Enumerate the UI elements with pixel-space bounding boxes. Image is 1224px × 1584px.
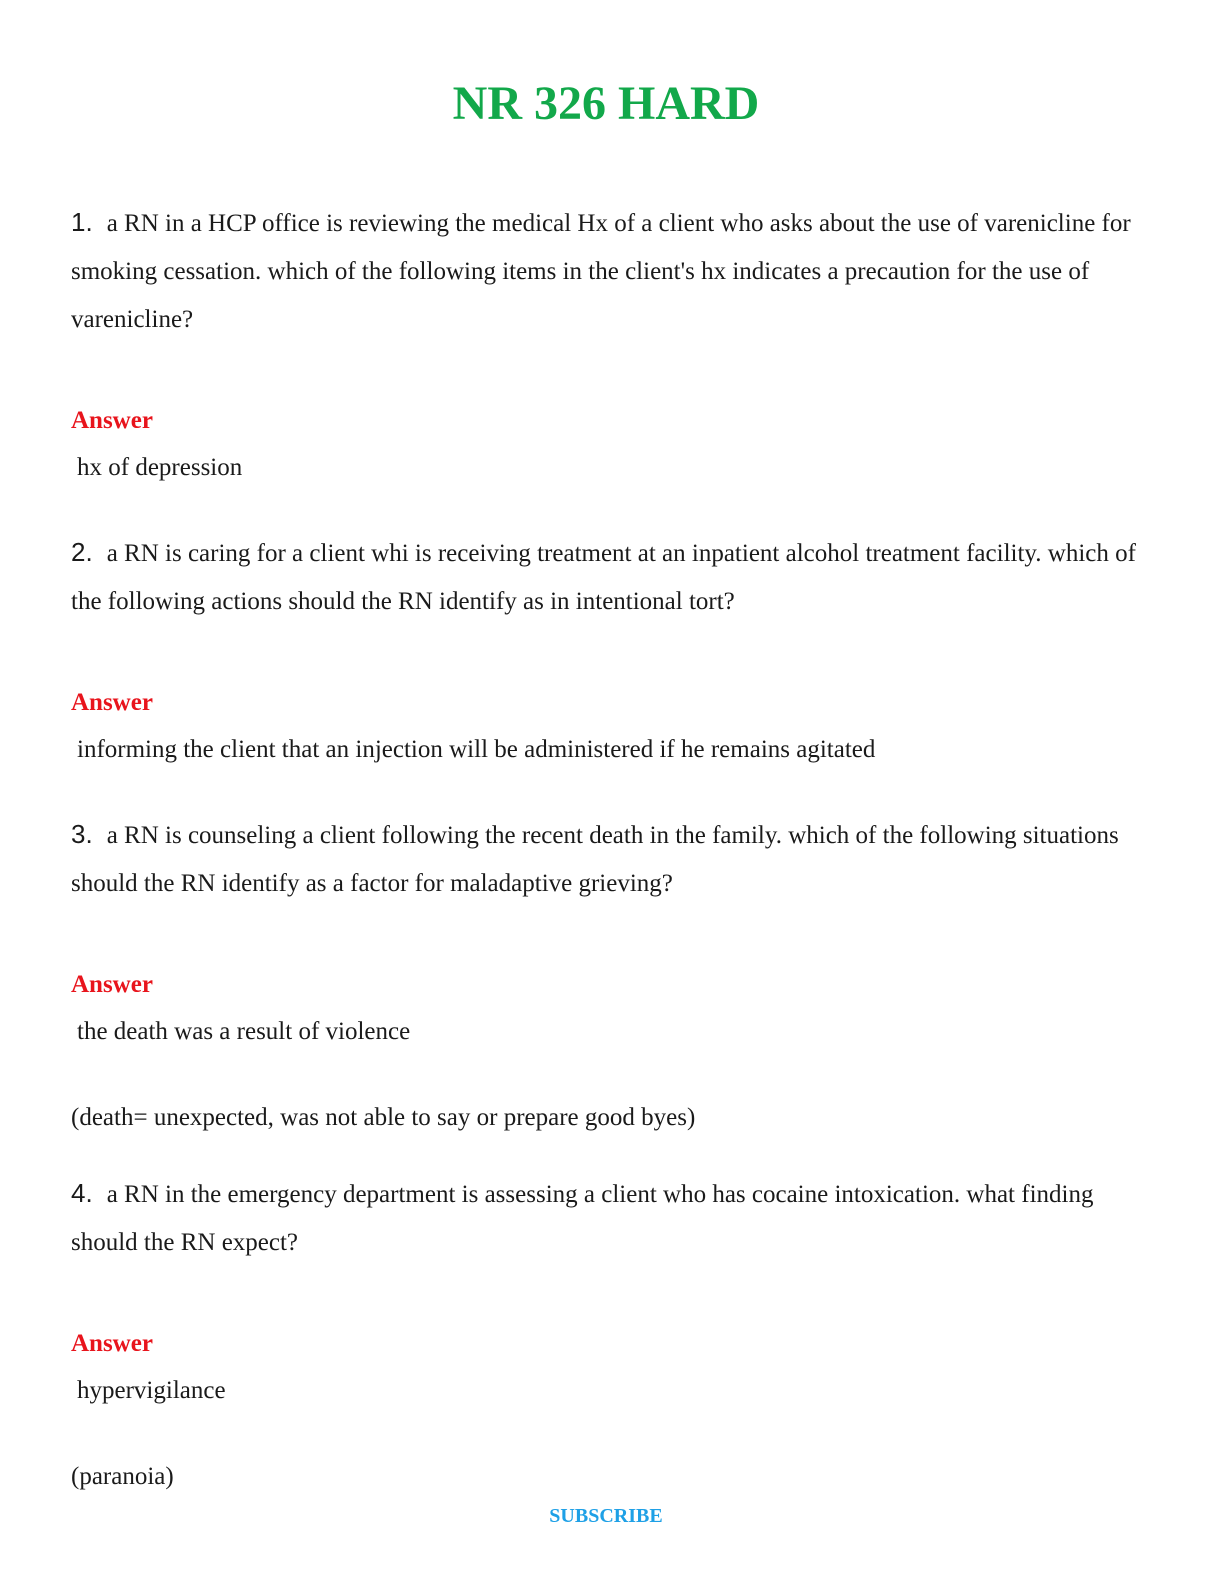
- question-list: [71, 198, 1141, 1492]
- page-title: NR 326 HARD: [452, 77, 760, 130]
- answer-text: informing the client that an injection will be administered if he remains agitated: [77, 736, 876, 763]
- question-2: [71, 528, 1141, 626]
- question-text: a RN is caring for a client whi is receiving treatment at an inpatient alcohol treatment facility. which of the following actions should the RN identify as in intentional tort?: [71, 540, 1136, 615]
- question-text: a RN is counseling a client following the recent death in the family. which of the following situations should the RN identify as a factor for maladaptive grieving?: [71, 822, 1119, 897]
- answer-label: Answer: [71, 689, 153, 716]
- answer-note: (death= unexpected, was not able to say or prepare good byes): [71, 1104, 696, 1131]
- question-4: [71, 1169, 1141, 1267]
- question-number: 3.: [71, 819, 93, 849]
- question-block-1: [71, 198, 1141, 483]
- question-number: 1.: [71, 207, 93, 237]
- answer-label: Answer: [71, 407, 153, 434]
- answer-text: the death was a result of violence: [77, 1018, 411, 1045]
- question-1: [71, 198, 1141, 344]
- question-text: a RN in a HCP office is reviewing the medical Hx of a client who asks about the use of varenicline for smoking cessation. which of the following items in the client's hx indicates a precaution for the use of varenicline?: [71, 210, 1131, 333]
- answer-label: Answer: [71, 971, 153, 998]
- question-number: 2.: [71, 537, 93, 567]
- question-block-4: [71, 1169, 1141, 1492]
- subscribe-link[interactable]: SUBSCRIBE: [549, 1505, 663, 1527]
- question-text: a RN in the emergency department is assessing a client who has cocaine intoxication. what finding should the RN expect?: [71, 1181, 1094, 1256]
- question-number: 4.: [71, 1178, 93, 1208]
- answer-note: (paranoia): [71, 1463, 174, 1490]
- answer-label: Answer: [71, 1330, 153, 1357]
- question-3: [71, 810, 1141, 908]
- question-block-2: [71, 528, 1141, 765]
- question-block-3: [71, 810, 1141, 1133]
- answer-text: hx of depression: [77, 454, 243, 481]
- answer-text: hypervigilance: [77, 1377, 226, 1404]
